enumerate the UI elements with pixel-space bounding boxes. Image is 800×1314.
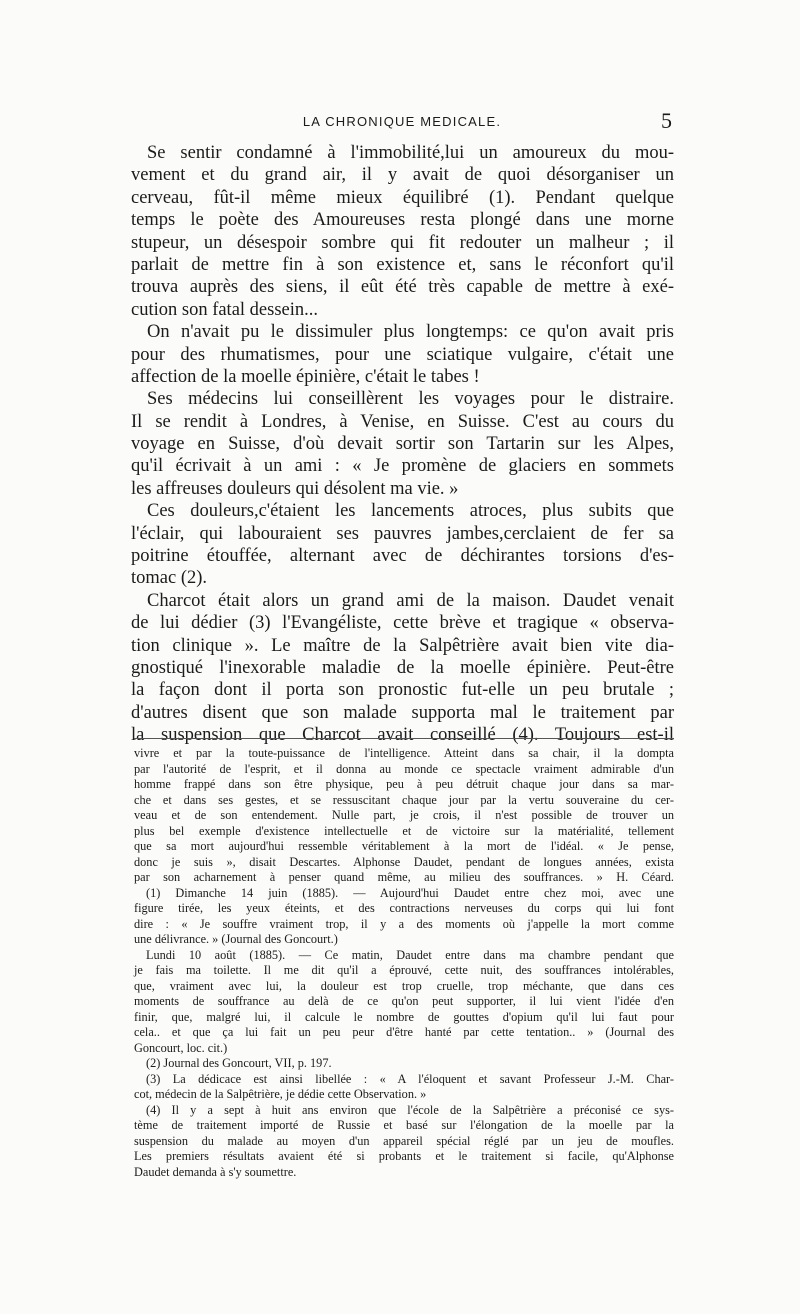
footnote-line: veau et de son entendement. Nulle part, je crois, il n'est possible de trouver un — [134, 808, 674, 822]
text-line: Se sentir condamné à l'immobilité,lui un amoureux du mou- — [147, 143, 674, 163]
text-line: cution son fatal dessein... — [131, 299, 319, 320]
main-text — [131, 142, 674, 747]
footnote-line: (4) Il y a sept à huit ans environ que l'école de la Salpêtrière a préconisé ce sys- — [146, 1102, 674, 1117]
text-line: d'autres disent que son malade supporta mal le traitement par — [131, 702, 674, 723]
footnote-line: que sa mort aujourd'hui ressemble véritablement à la mort de l'idéal. « Je pense, — [134, 839, 674, 853]
footnote-line: (3) La dédicace est ainsi libellée : « A l'éloquent et savant Professeur J.-M. Char- — [146, 1071, 674, 1086]
text-line: la suspension que Charcot avait conseillé (4). Toujours est-il — [131, 725, 674, 746]
text-line: stupeur, un désespoir sombre qui fit redouter un malheur ; il — [131, 232, 674, 253]
footnote-line: suspension du malade au moyen d'un appareil spécial réglé par un jeu de moufles. — [134, 1133, 674, 1148]
footnote-separator — [134, 738, 674, 739]
footnote-line: donc je suis », disait Descartes. Alphonse Daudet, pendant de longues années, exista — [134, 854, 674, 869]
text-line: la façon dont il porta son pronostic fut-elle un peu brutale ; — [131, 680, 674, 701]
footnote-line: homme frappé dans son être physique, peu à peu détruit chaque jour dans sa mar- — [134, 777, 674, 791]
text-line: On n'avait pu le dissimuler plus longtemps: ce qu'on avait pris — [147, 322, 674, 343]
text-line: tion clinique ». Le maître de la Salpêtrière avait bien vite dia- — [131, 635, 674, 656]
footnote-line: Lundi 10 août (1885). — Ce matin, Daudet entre dans ma chambre pendant que — [146, 947, 674, 962]
footnote-line: (2) Journal des Goncourt, VII, p. 197. — [146, 1056, 332, 1070]
footnote-line: une délivrance. » (Journal des Goncourt.) — [134, 932, 338, 946]
footnote-line: (1) Dimanche 14 juin (1885). — Aujourd'hui Daudet entre chez moi, avec une — [146, 885, 674, 900]
running-head — [132, 108, 672, 138]
text-line: Il se rendit à Londres, à Venise, en Suisse. C'est au cours du — [131, 411, 674, 432]
running-title: LA CHRONIQUE MEDICALE. — [302, 114, 502, 129]
text-line: l'éclair, qui labouraient ses pauvres jambes,cerclaient de fer sa — [131, 523, 674, 544]
footnote-line: Les premiers résultats avaient été si probants et le traitement si facile, qu'Alphonse — [134, 1149, 674, 1163]
text-line: temps le poète des Amoureuses resta plongé dans une morne — [131, 210, 674, 231]
footnote-line: moments de souffrance au delà de ce qu'on peut supporter, il lui vient l'idée d'en — [134, 994, 674, 1008]
footnote-line: plus bel exemple d'existence intellectuelle et de victoire sur la matérialité, tellement — [134, 823, 674, 838]
text-line: gnostiqué l'inexorable maladie de la moelle épinière. Peut-être — [131, 657, 674, 678]
text-line: parlait de mettre fin à son existence et, sans le réconfort qu'il — [131, 254, 674, 275]
text-line: cerveau, fût-il même mieux équilibré (1). Pendant quelque — [131, 187, 674, 208]
text-line: trouva auprès des siens, il eût été très capable de mettre à exé- — [131, 277, 674, 298]
text-line: vement et du grand air, il y avait de quoi désorganiser un — [131, 165, 674, 186]
footnote-line: tème de traitement importé de Russie et basé sur l'élongation de la moelle par la — [134, 1118, 674, 1132]
footnote-line: finir, que, malgré lui, il calcule le nombre de gouttes d'opium qu'il lui faut pour — [134, 1009, 674, 1024]
text-line: Ces douleurs,c'étaient les lancements atroces, plus subits que — [147, 501, 674, 522]
footnote-line: Daudet demanda à s'y soumettre. — [134, 1164, 297, 1179]
footnote-line: cot, médecin de la Salpêtrière, je dédie cette Observation. » — [134, 1087, 427, 1101]
text-line: tomac (2). — [131, 568, 208, 589]
text-line: Charcot était alors un grand ami de la maison. Daudet venait — [147, 590, 674, 611]
footnote-line: cela.. et que ça lui fait un peu peur d'être hanté par cette tentation.. » (Journal des — [134, 1025, 674, 1039]
footnote-line: que, vraiment avec lui, la douleur est trop cruelle, trop méchante, que dans ces — [134, 978, 674, 993]
page-number: 5 — [661, 108, 672, 133]
text-line: qu'il écrivait à un ami : « Je promène de glaciers en sommets — [131, 456, 674, 477]
footnote-line: che et dans ses gestes, et se ressuscitant chaque jour par la vertu souveraine du cer- — [134, 792, 674, 807]
footnote-line: dire : « Je souffre vraiment trop, il y a des moments où j'appelle la mort comme — [134, 916, 674, 931]
footnote-line: je fais ma toilette. Il me dit qu'il a éprouvé, cette nuit, des souffrances intolérables, — [134, 963, 674, 977]
footnote-line: vivre et par la toute-puissance de l'intelligence. Atteint dans sa chair, il la dompta — [134, 746, 674, 760]
footnote-line: par l'autorité de l'esprit, et il donna au monde ce spectacle vraiment admirable d'un — [134, 761, 674, 776]
text-line: poitrine étouffée, alternant avec de déchirantes torsions d'es- — [131, 546, 674, 567]
text-line: voyage en Suisse, d'où devait sortir son Tartarin sur les Alpes, — [131, 434, 674, 455]
footnotes — [134, 746, 674, 1180]
footnote-line: Goncourt, loc. cit.) — [134, 1040, 228, 1055]
footnote-line: figure tirée, les yeux éteints, et des contractions nerveuses du corps qui lui font — [134, 901, 674, 915]
text-line: affection de la moelle épinière, c'était le tabes ! — [131, 366, 480, 387]
text-line: de lui dédier (3) l'Evangéliste, cette brève et tragique « observa- — [131, 613, 674, 634]
text-line: les affreuses douleurs qui désolent ma vie. » — [131, 478, 459, 499]
footnote-line: par son acharnement à penser quand même, au milieu des souffrances. » H. Céard. — [134, 870, 674, 884]
text-line: Ses médecins lui conseillèrent les voyages pour le distraire. — [147, 389, 674, 410]
text-line: pour des rhumatismes, pour une sciatique vulgaire, c'était une — [131, 344, 674, 365]
